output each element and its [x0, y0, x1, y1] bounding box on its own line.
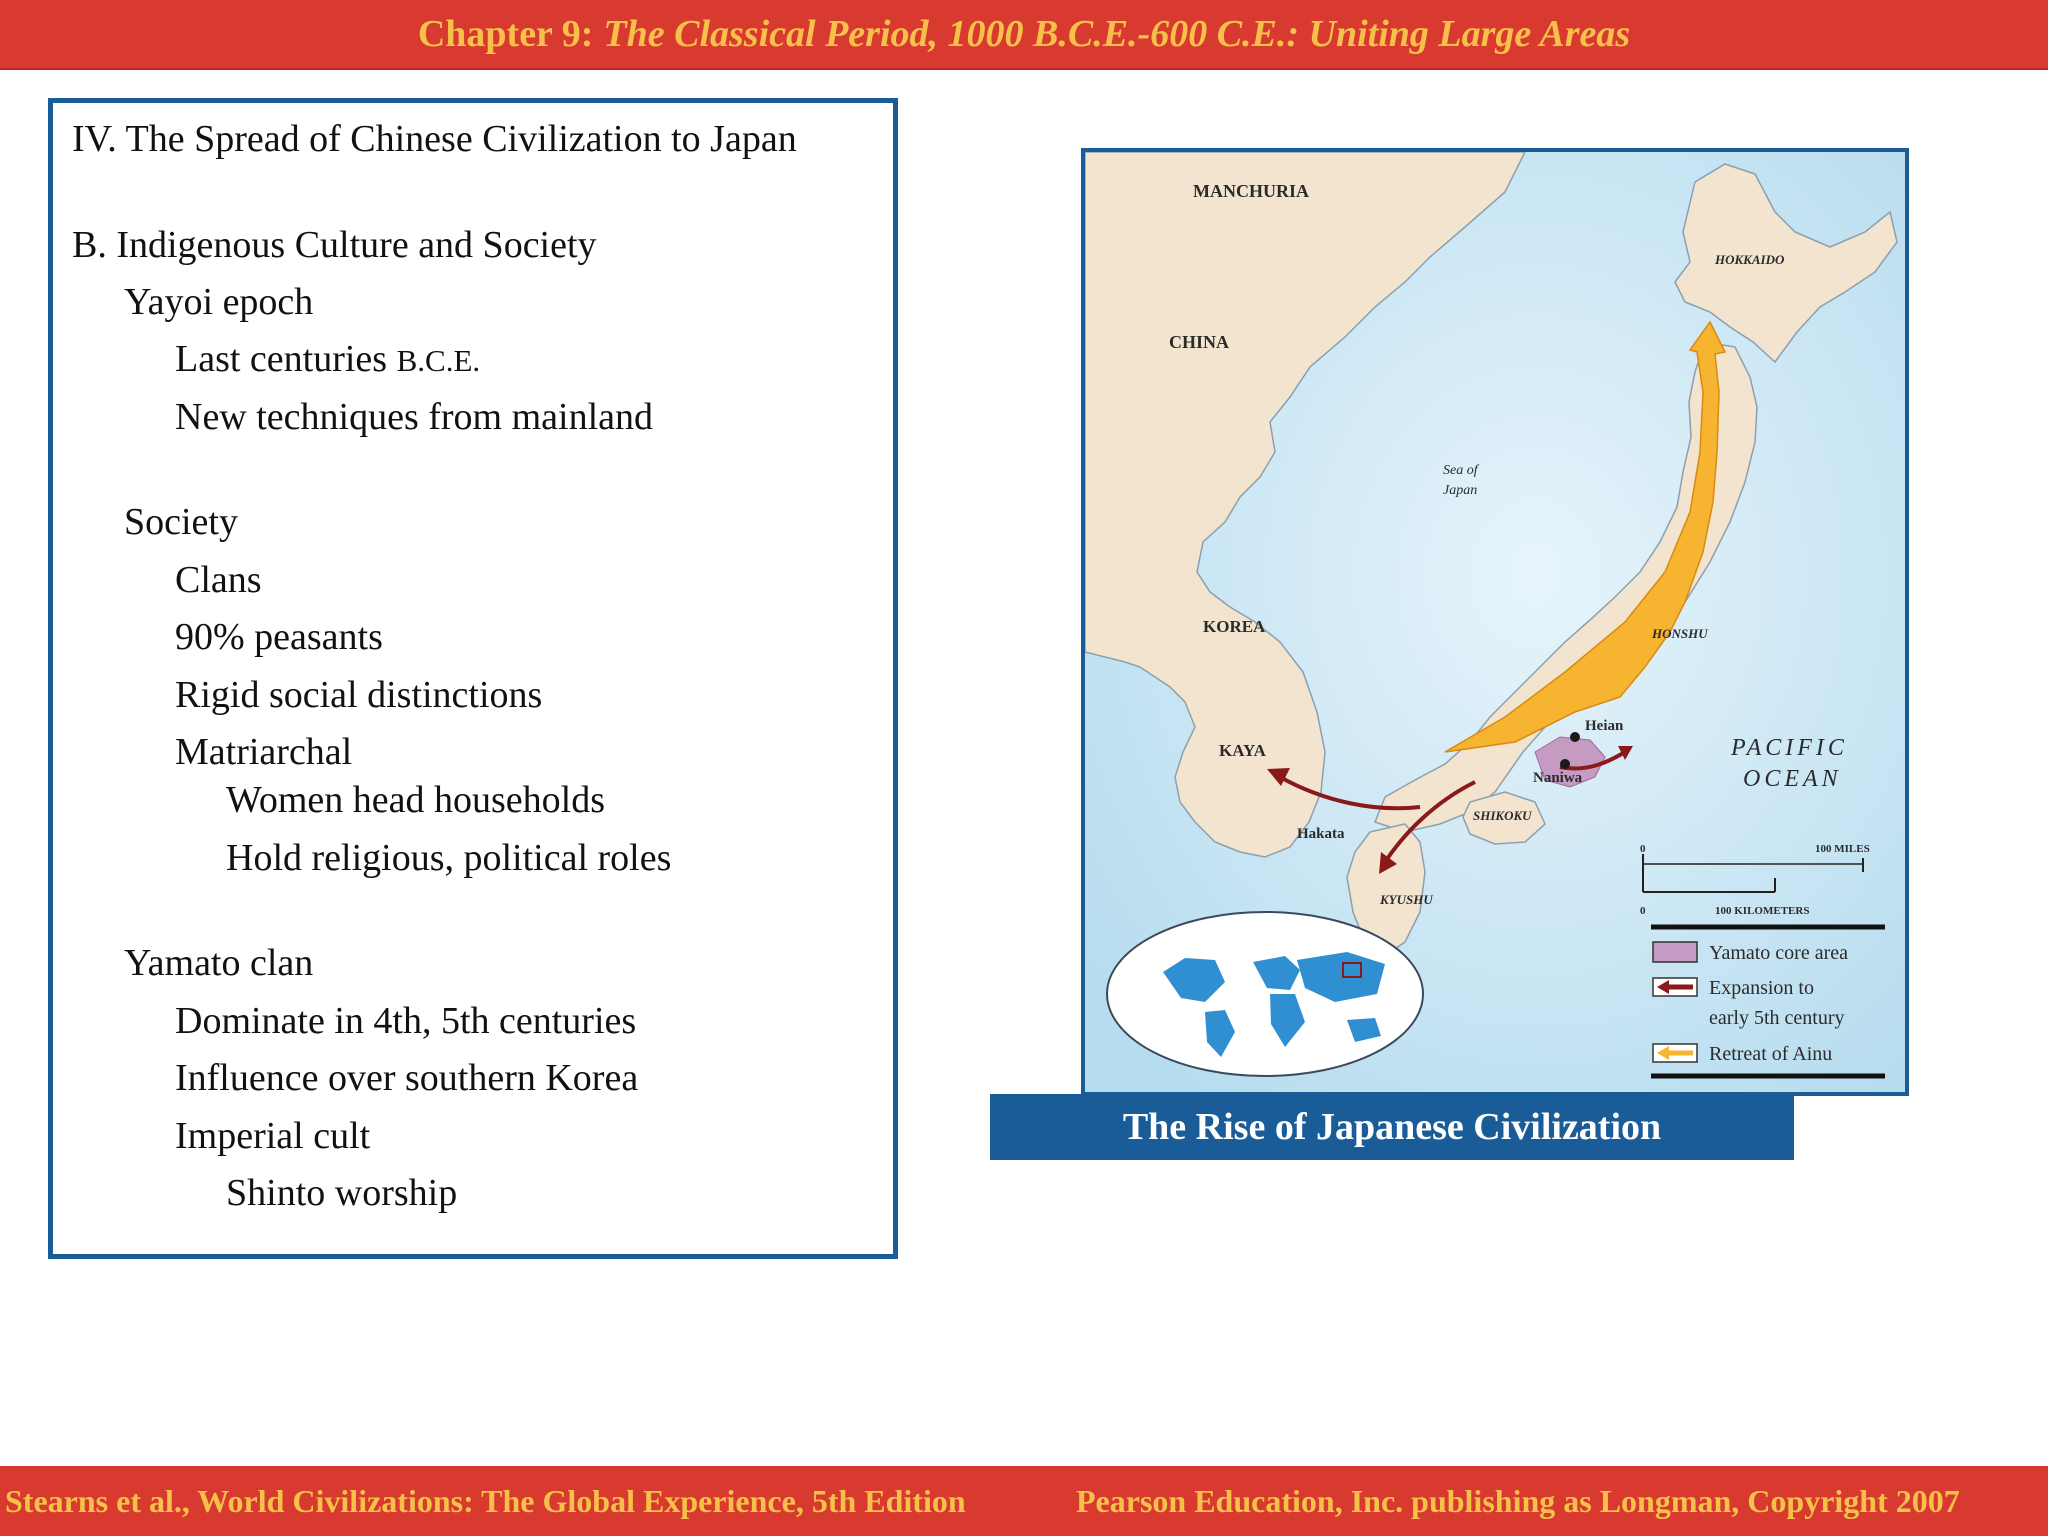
world-inset	[1107, 912, 1423, 1076]
legend-expansion-1: Expansion to	[1709, 977, 1814, 999]
society-distinctions: Rigid social distinctions	[175, 674, 543, 716]
label-sea-of: Sea of	[1443, 463, 1478, 478]
last-centuries-text: Last centuries	[175, 338, 388, 380]
scale-zero-km: 0	[1640, 905, 1646, 917]
yamato-influence: Influence over southern Korea	[175, 1057, 639, 1099]
yayoi-heading: Yayoi epoch	[124, 281, 314, 323]
yamato-imperial: Imperial cult	[175, 1115, 371, 1157]
label-naniwa: Naniwa	[1533, 770, 1583, 786]
footer-citation: Stearns et al., World Civilizations: The Global Experience, 5th Edition	[5, 1482, 966, 1519]
chapter-prefix: Chapter 9:	[417, 13, 594, 55]
legend-expansion-2: early 5th century	[1709, 1007, 1845, 1029]
footer-copyright: Pearson Education, Inc. publishing as Longman, Copyright 2007	[1076, 1482, 1960, 1519]
label-kaya: KAYA	[1219, 741, 1266, 760]
legend-ainu: Retreat of Ainu	[1709, 1043, 1833, 1065]
label-hokkaido: HOKKAIDO	[1715, 252, 1785, 267]
label-kyushu: KYUSHU	[1380, 892, 1433, 907]
scale-miles: 100 MILES	[1815, 843, 1870, 855]
label-shikoku: SHIKOKU	[1473, 808, 1532, 823]
map-caption: The Rise of Japanese Civilization	[990, 1094, 1794, 1160]
label-pacific: PACIFIC	[1731, 735, 1848, 761]
chapter-header	[0, 0, 2048, 70]
legend-core-swatch	[1653, 942, 1697, 962]
label-heian: Heian	[1585, 718, 1624, 734]
label-korea: KOREA	[1203, 617, 1266, 636]
outline-box	[48, 98, 898, 1259]
label-china: CHINA	[1169, 332, 1230, 352]
yamato-heading: Yamato clan	[124, 942, 314, 984]
scale-km: 100 KILOMETERS	[1715, 905, 1810, 917]
society-clans: Clans	[175, 559, 262, 601]
bce-text: B.C.E.	[396, 343, 481, 378]
map-frame	[1081, 148, 1909, 1096]
label-honshu: HONSHU	[1652, 626, 1708, 641]
heian-dot	[1570, 732, 1580, 742]
label-ocean: OCEAN	[1743, 766, 1842, 792]
label-hakata: Hakata	[1297, 826, 1345, 842]
footer-bar	[0, 1466, 2048, 1536]
label-manchuria: MANCHURIA	[1193, 181, 1309, 201]
society-women-head: Women head households	[226, 779, 605, 821]
society-matriarchal: Matriarchal	[175, 731, 353, 773]
chapter-title: The Classical Period, 1000 B.C.E.-600 C.E.: Uniting Large Areas	[603, 13, 1631, 55]
label-japan-sea: Japan	[1443, 483, 1478, 498]
subsection-heading: B. Indigenous Culture and Society	[72, 224, 597, 266]
section-heading: IV. The Spread of Chinese Civilization to Japan	[72, 118, 797, 160]
japan-map	[1085, 152, 1905, 1092]
society-heading: Society	[124, 501, 238, 543]
yayoi-techniques: New techniques from mainland	[175, 396, 654, 438]
yamato-dominate: Dominate in 4th, 5th centuries	[175, 1000, 637, 1042]
naniwa-dot	[1560, 759, 1570, 769]
society-peasants: 90% peasants	[175, 616, 383, 658]
scale-zero-miles: 0	[1640, 843, 1646, 855]
society-roles: Hold religious, political roles	[226, 837, 672, 879]
yayoi-last-centuries	[175, 337, 480, 381]
yamato-shinto: Shinto worship	[226, 1172, 458, 1214]
legend-core: Yamato core area	[1709, 942, 1849, 964]
